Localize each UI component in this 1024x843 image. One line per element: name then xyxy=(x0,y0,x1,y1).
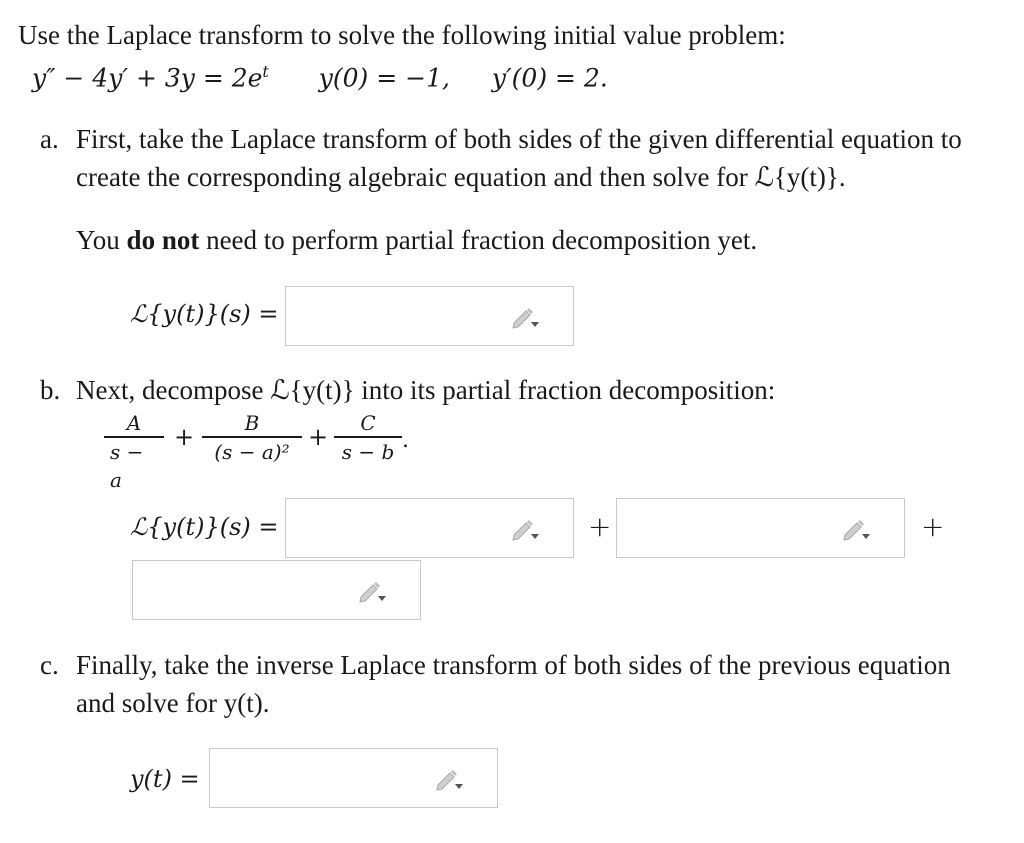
part-c-line1: Finally, take the inverse Laplace transform of both sides of the previous equation xyxy=(76,650,951,680)
fraction-c-denominator: s − b xyxy=(341,439,395,464)
fraction-b-numerator: B xyxy=(244,411,260,435)
fraction-c-numerator: C xyxy=(360,411,376,435)
part-b-answer-input-1[interactable] xyxy=(285,498,574,558)
initial-condition-y-prime: y′(0) = 2. xyxy=(491,63,608,93)
equation-text: y″ − 4y′ + 3y = 2e xyxy=(32,63,263,93)
fraction-plus-1: + xyxy=(174,423,195,451)
part-a-line1: First, take the Laplace transform of both sides of the given differential equation to xyxy=(76,124,962,154)
pencil-dropdown-icon[interactable] xyxy=(510,305,540,329)
fraction-b xyxy=(202,410,302,466)
pencil-dropdown-icon[interactable] xyxy=(434,767,464,791)
part-b-line1: Next, decompose ℒ{y(t)} into its partial fraction decomposition: xyxy=(76,375,776,405)
part-c-line2: and solve for y(t). xyxy=(76,688,270,718)
fraction-a xyxy=(104,410,164,494)
note-bold: do not xyxy=(126,225,200,255)
fraction-a-numerator: A xyxy=(126,411,142,435)
pencil-dropdown-icon[interactable] xyxy=(841,517,871,541)
part-c-answer-input[interactable] xyxy=(209,748,498,808)
part-b-answer-input-3[interactable] xyxy=(132,560,421,620)
differential-equation xyxy=(32,62,608,92)
note-text-after: need to perform partial fraction decomposition yet. xyxy=(199,225,758,255)
pencil-dropdown-icon[interactable] xyxy=(510,517,540,541)
part-c-marker: c. xyxy=(40,650,59,680)
fraction-b-denominator: (s − a)² xyxy=(214,439,290,464)
answer-plus-2: + xyxy=(921,510,945,543)
fraction-period: . xyxy=(402,428,409,453)
note-text-before: You xyxy=(76,225,127,255)
part-a-answer-input[interactable] xyxy=(285,286,574,346)
problem-statement: Use the Laplace transform to solve the following initial value problem: xyxy=(18,20,786,50)
part-b-marker: b. xyxy=(40,375,61,405)
part-a-answer-label: ℒ{y(t)}(s) = xyxy=(130,300,279,328)
initial-condition-y: y(0) = −1, xyxy=(318,63,450,93)
part-a-line2: create the corresponding algebraic equation and then solve for ℒ{y(t)}. xyxy=(76,162,846,192)
part-c-answer-label: y(t) = xyxy=(130,765,200,793)
fraction-a-denominator: s − a xyxy=(110,439,144,492)
answer-plus-1: + xyxy=(588,510,612,543)
equation-exponent: t xyxy=(262,62,269,81)
pencil-dropdown-icon[interactable] xyxy=(357,579,387,603)
part-a-marker: a. xyxy=(40,124,59,154)
fraction-c xyxy=(334,410,402,466)
part-b-answer-label: ℒ{y(t)}(s) = xyxy=(130,513,279,541)
part-a-note xyxy=(76,225,757,256)
part-b-answer-input-2[interactable] xyxy=(616,498,905,558)
fraction-plus-2: + xyxy=(308,423,329,451)
